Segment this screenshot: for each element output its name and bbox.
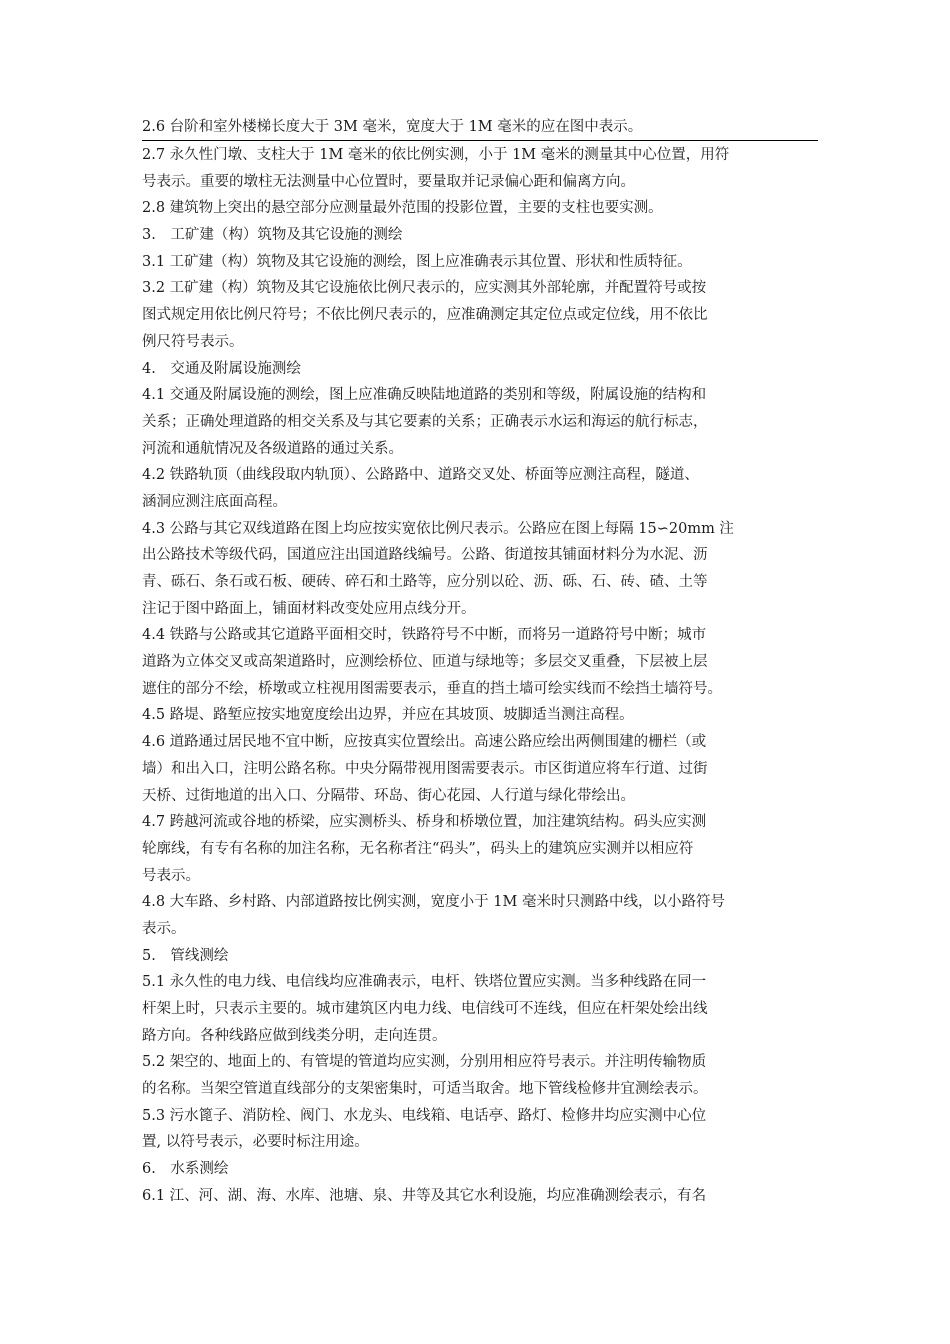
document-page: [142, 114, 818, 1210]
section-heading: 3. 工矿建（构）筑物及其它设施的测绘: [142, 227, 403, 244]
text-line: 5.3 污水篦子、消防栓、阀门、水龙头、电线箱、电话亭、路灯、检修井均应实测中心位: [142, 1107, 707, 1124]
text-line: 置, 以符号表示，必要时标注用途。: [142, 1134, 369, 1151]
text-line: 4.7 跨越河流或谷地的桥梁，应实测桥头、桥身和桥墩位置，加注建筑结构。码头应实测: [142, 814, 707, 831]
text-line: 4.3 公路与其它双线道路在图上均应按实宽依比例尺表示。公路应在图上每隔 15∽20mm 注: [142, 520, 734, 537]
text-line: 4.5 路堤、路堑应按实地宽度绘出边界，并应在其坡顶、坡脚适当测注高程。: [142, 707, 634, 724]
text-line: 4.2 铁路轨顶（曲线段取内轨顶）、公路路中、道路交叉处、桥面等应测注高程，隧道、: [142, 467, 699, 484]
text-line: 杆架上时，只表示主要的。城市建筑区内电力线、电信线可不连线，但应在杆架处绘出线: [142, 1001, 708, 1017]
section-heading: 4. 交通及附属设施测绘: [142, 360, 301, 377]
text-line: 例尺符号表示。: [142, 333, 244, 350]
text-line: 4.1 交通及附属设施的测绘，图上应准确反映陆地道路的类别和等级，附属设施的结构和: [142, 387, 707, 404]
text-line: 天桥、过街地道的出入口、分隔带、环岛、街心花园、人行道与绿化带绘出。: [142, 787, 635, 804]
text-line: 河流和通航情况及各级道路的通过关系。: [142, 440, 403, 457]
text-line: 关系；正确处理道路的相交关系及与其它要素的关系；正确表示水运和海运的航行标志，: [142, 413, 708, 430]
text-line: 表示。: [142, 920, 186, 937]
text-line: 青、砾石、条石或石板、硬砖、碎石和土路等，应分别以砼、沥、砾、石、砖、碴、土等: [142, 574, 708, 590]
text-line: 出公路技术等级代码，国道应注出国道路线编号。公路、街道按其铺面材料分为水泥、沥: [142, 547, 708, 564]
section-heading: 5. 管线测绘: [142, 947, 229, 964]
text-line: 6.1 江、河、湖、海、水库、池塘、泉、井等及其它水利设施，均应准确测绘表示，有名: [142, 1187, 707, 1204]
text-line: 墙）和出入口，注明公路名称。中央分隔带视用图需要表示。市区街道应将车行道、过街: [142, 760, 708, 777]
text-line: 3.1 工矿建（构）筑物及其它设施的测绘，图上应准确表示其位置、形状和性质特征。: [142, 253, 692, 270]
section-heading: 6. 水系测绘: [142, 1161, 229, 1178]
text-line: 道路为立体交叉或高架道路时，应测绘桥位、匝道与绿地等；多层交叉重叠，下层被上层: [142, 654, 708, 671]
text-line: 4.4 铁路与公路或其它道路平面相交时，铁路符号不中断，而将另一道路符号中断；城市: [142, 627, 707, 644]
text-line: 5.2 架空的、地面上的、有管堤的管道均应实测，分别用相应符号表示。并注明传输物质: [142, 1054, 707, 1071]
text-line: 图式规定用依比例尺符号；不依比例尺表示的，应准确测定其定位点或定位线，用不依比: [142, 307, 708, 324]
text-line: 路方向。各种线路应做到线类分明，走向连贯。: [142, 1027, 447, 1044]
text-line: 4.8 大车路、乡村路、内部道路按比例实测，宽度小于 1M 毫米时只测路中线，以小路符号: [142, 894, 725, 911]
text-line: 4.6 道路通过居民地不宜中断，应按真实位置绘出。高速公路应绘出两侧围建的栅栏（或: [142, 734, 707, 751]
text-line: 遮住的部分不绘，桥墩或立柱视用图需要表示，垂直的挡土墙可绘实线而不绘挡土墙符号。: [142, 680, 722, 697]
text-line: 轮廓线，有专有名称的加注名称，无名称者注“码头”，码头上的建筑应实测并以相应符: [142, 840, 694, 857]
text-line: 号表示。: [142, 867, 200, 884]
text-line: 2.7 永久性门墩、支柱大于 1M 毫米的依比例实测，小于 1M 毫米的测量其中心位置，用符: [142, 147, 730, 163]
text-line: 3.2 工矿建（构）筑物及其它设施依比例尺表示的，应实测其外部轮廓，并配置符号或按: [142, 280, 707, 297]
text-line: 号表示。重要的墩柱无法测量中心位置时，要量取并记录偏心距和偏离方向。: [142, 173, 635, 190]
text-line: 2.8 建筑物上突出的悬空部分应测量最外范围的投影位置，主要的支柱也要实测。: [142, 200, 663, 217]
text-line: 注记于图中路面上，铺面材料改变处应用点线分开。: [142, 600, 476, 617]
text-line: 的名称。当架空管道直线部分的支架密集时，可适当取舍。地下管线检修井宜测绘表示。: [142, 1081, 708, 1098]
text-line: 2.6 台阶和室外楼梯长度大于 3M 毫米，宽度大于 1M 毫米的应在图中表示。: [142, 114, 818, 141]
text-line: 5.1 永久性的电力线、电信线均应准确表示，电杆、铁塔位置应实测。当多种线路在同一: [142, 974, 707, 991]
text-line: 涵洞应测注底面高程。: [142, 493, 287, 510]
